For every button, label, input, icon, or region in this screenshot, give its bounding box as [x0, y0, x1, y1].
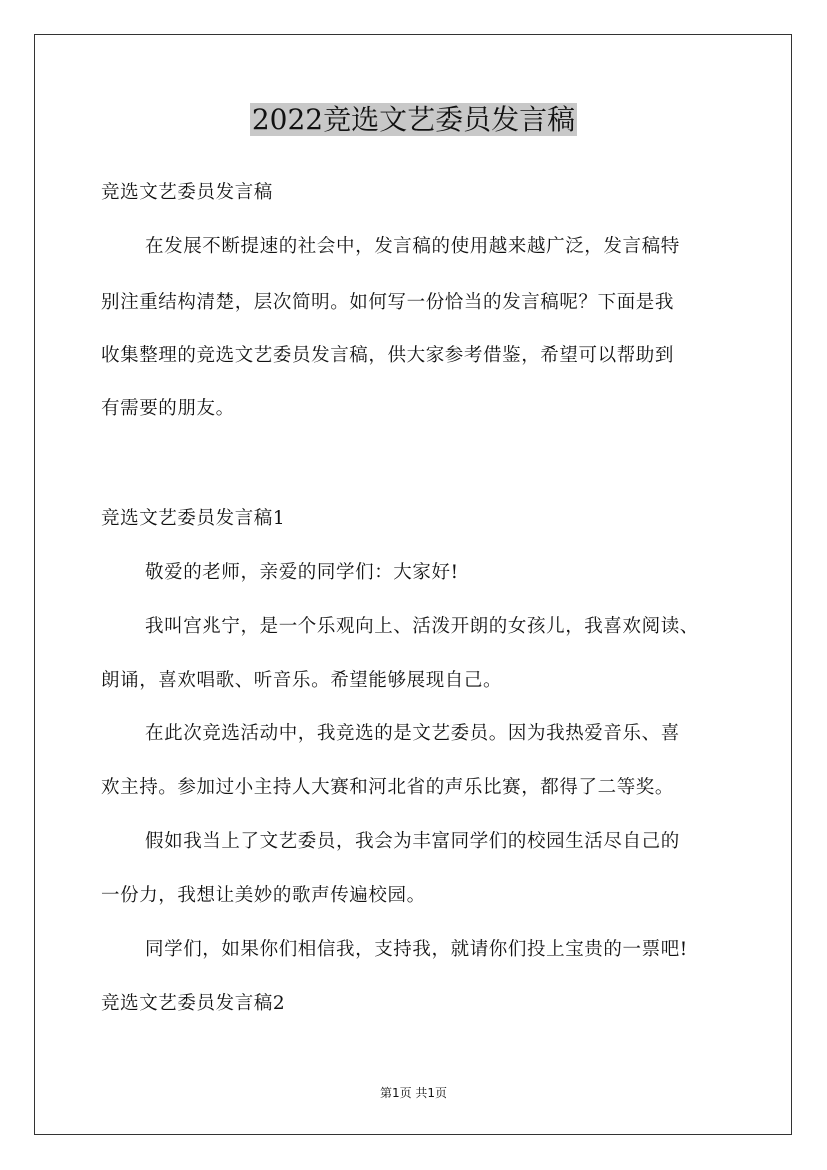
section1-line: 同学们，如果你们相信我，支持我，就请你们投上宝贵的一票吧! — [145, 939, 688, 960]
document-title — [0, 100, 827, 140]
document-title-text: 2022竞选文艺委员发言稿 — [251, 103, 576, 136]
section1-heading: 竞选文艺委员发言稿1 — [101, 508, 286, 529]
page-footer: 第1页 共1页 — [379, 1086, 448, 1100]
intro-line: 有需要的朋友。 — [101, 398, 235, 419]
intro-heading: 竞选文艺委员发言稿 — [101, 182, 273, 203]
section1-line: 朗诵，喜欢唱歌、听音乐。希望能够展现自己。 — [101, 670, 503, 691]
section1-line: 敬爱的老师，亲爱的同学们：大家好! — [145, 562, 459, 583]
intro-line: 收集整理的竞选文艺委员发言稿，供大家参考借鉴，希望可以帮助到 — [101, 345, 675, 366]
section1-line: 假如我当上了文艺委员，我会为丰富同学们的校园生活尽自己的 — [145, 831, 680, 852]
section1-line: 一份力，我想让美妙的歌声传遍校园。 — [101, 885, 426, 906]
section1-line: 在此次竞选活动中，我竞选的是文艺委员。因为我热爱音乐、喜 — [145, 723, 680, 744]
section1-line: 我叫宫兆宁，是一个乐观向上、活泼开朗的女孩儿，我喜欢阅读、 — [145, 616, 699, 637]
section1-line: 欢主持。参加过小主持人大赛和河北省的声乐比赛，都得了二等奖。 — [101, 777, 675, 798]
section2-heading: 竞选文艺委员发言稿2 — [101, 993, 286, 1014]
intro-line: 在发展不断提速的社会中，发言稿的使用越来越广泛，发言稿特 — [145, 236, 680, 257]
intro-line: 别注重结构清楚，层次简明。如何写一份恰当的发言稿呢？下面是我 — [101, 292, 675, 313]
